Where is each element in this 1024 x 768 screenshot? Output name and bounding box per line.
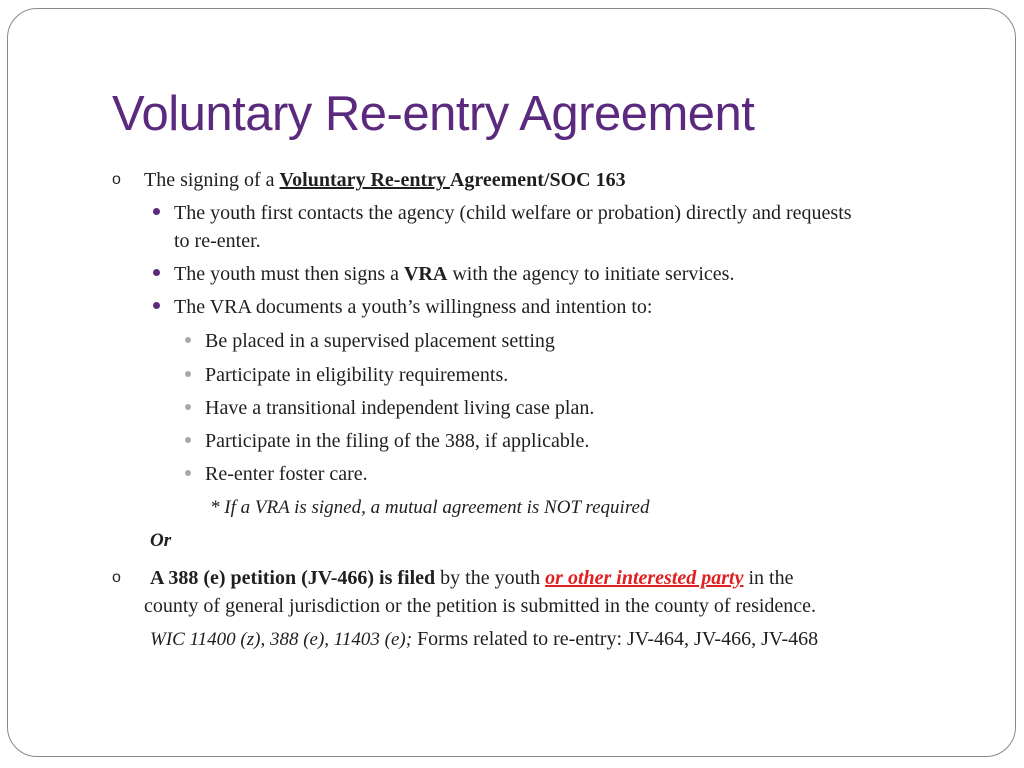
sub-bullet-1-line-2: to re-enter.: [174, 230, 261, 252]
citation-line: [150, 627, 818, 652]
sub-bullet-2-bold: VRA: [403, 263, 448, 285]
citation-statutes: WIC 11400 (z), 388 (e), 11403 (e);: [150, 629, 413, 650]
mutual-agreement-note: * If a VRA is signed, a mutual agreement is NOT required: [210, 497, 650, 518]
sub-sub-bullet-2: Participate in eligibility requirements.: [205, 364, 509, 386]
sub-sub-bullet-5: Re-enter foster care.: [205, 463, 368, 485]
item-1-text: [144, 168, 626, 192]
circle-bullet-icon: o: [112, 171, 121, 188]
bullet-dot-icon: [185, 437, 191, 443]
item-1-suffix: Agreement/SOC 163: [449, 169, 626, 191]
item-2-end: in the: [743, 567, 794, 589]
item-2-middle: by the youth: [435, 567, 546, 589]
or-separator: Or: [150, 530, 172, 551]
sub-bullet-2-before: The youth must then signs a: [174, 263, 404, 285]
bullet-dot-icon: [185, 470, 191, 476]
slide-title: Voluntary Re-entry Agreement: [112, 87, 755, 141]
item-2-line-2: county of general jurisdiction or the petition is submitted in the county of residence.: [144, 595, 817, 617]
circle-bullet-icon: o: [112, 569, 121, 586]
sub-bullet-1-line-1: The youth first contacts the agency (child welfare or probation) directly and requests: [174, 202, 852, 224]
item-2-red-emphasis: or other interested party: [545, 567, 744, 589]
citation-forms: Forms related to re-entry: JV-464, JV-466, JV-468: [412, 628, 819, 650]
item-1-underlined: Voluntary Re-entry: [279, 169, 450, 191]
bullet-dot-icon: [153, 302, 160, 309]
sub-sub-bullet-1: Be placed in a supervised placement setting: [205, 330, 555, 352]
sub-sub-bullet-4: Participate in the filing of the 388, if applicable.: [205, 430, 590, 452]
bullet-dot-icon: [153, 269, 160, 276]
bullet-dot-icon: [153, 208, 160, 215]
bullet-dot-icon: [185, 371, 191, 377]
item-1-prefix: The signing of a: [144, 169, 280, 191]
sub-sub-bullet-3: Have a transitional independent living case plan.: [205, 397, 595, 419]
sub-bullet-2: [174, 262, 734, 286]
sub-bullet-2-after: with the agency to initiate services.: [447, 263, 735, 285]
item-2-bold: A 388 (e) petition (JV-466) is filed: [150, 567, 436, 589]
bullet-dot-icon: [185, 337, 191, 343]
sub-bullet-3: The VRA documents a youth’s willingness and intention to:: [174, 296, 653, 318]
bullet-dot-icon: [185, 404, 191, 410]
item-2-line-1: [150, 566, 794, 590]
